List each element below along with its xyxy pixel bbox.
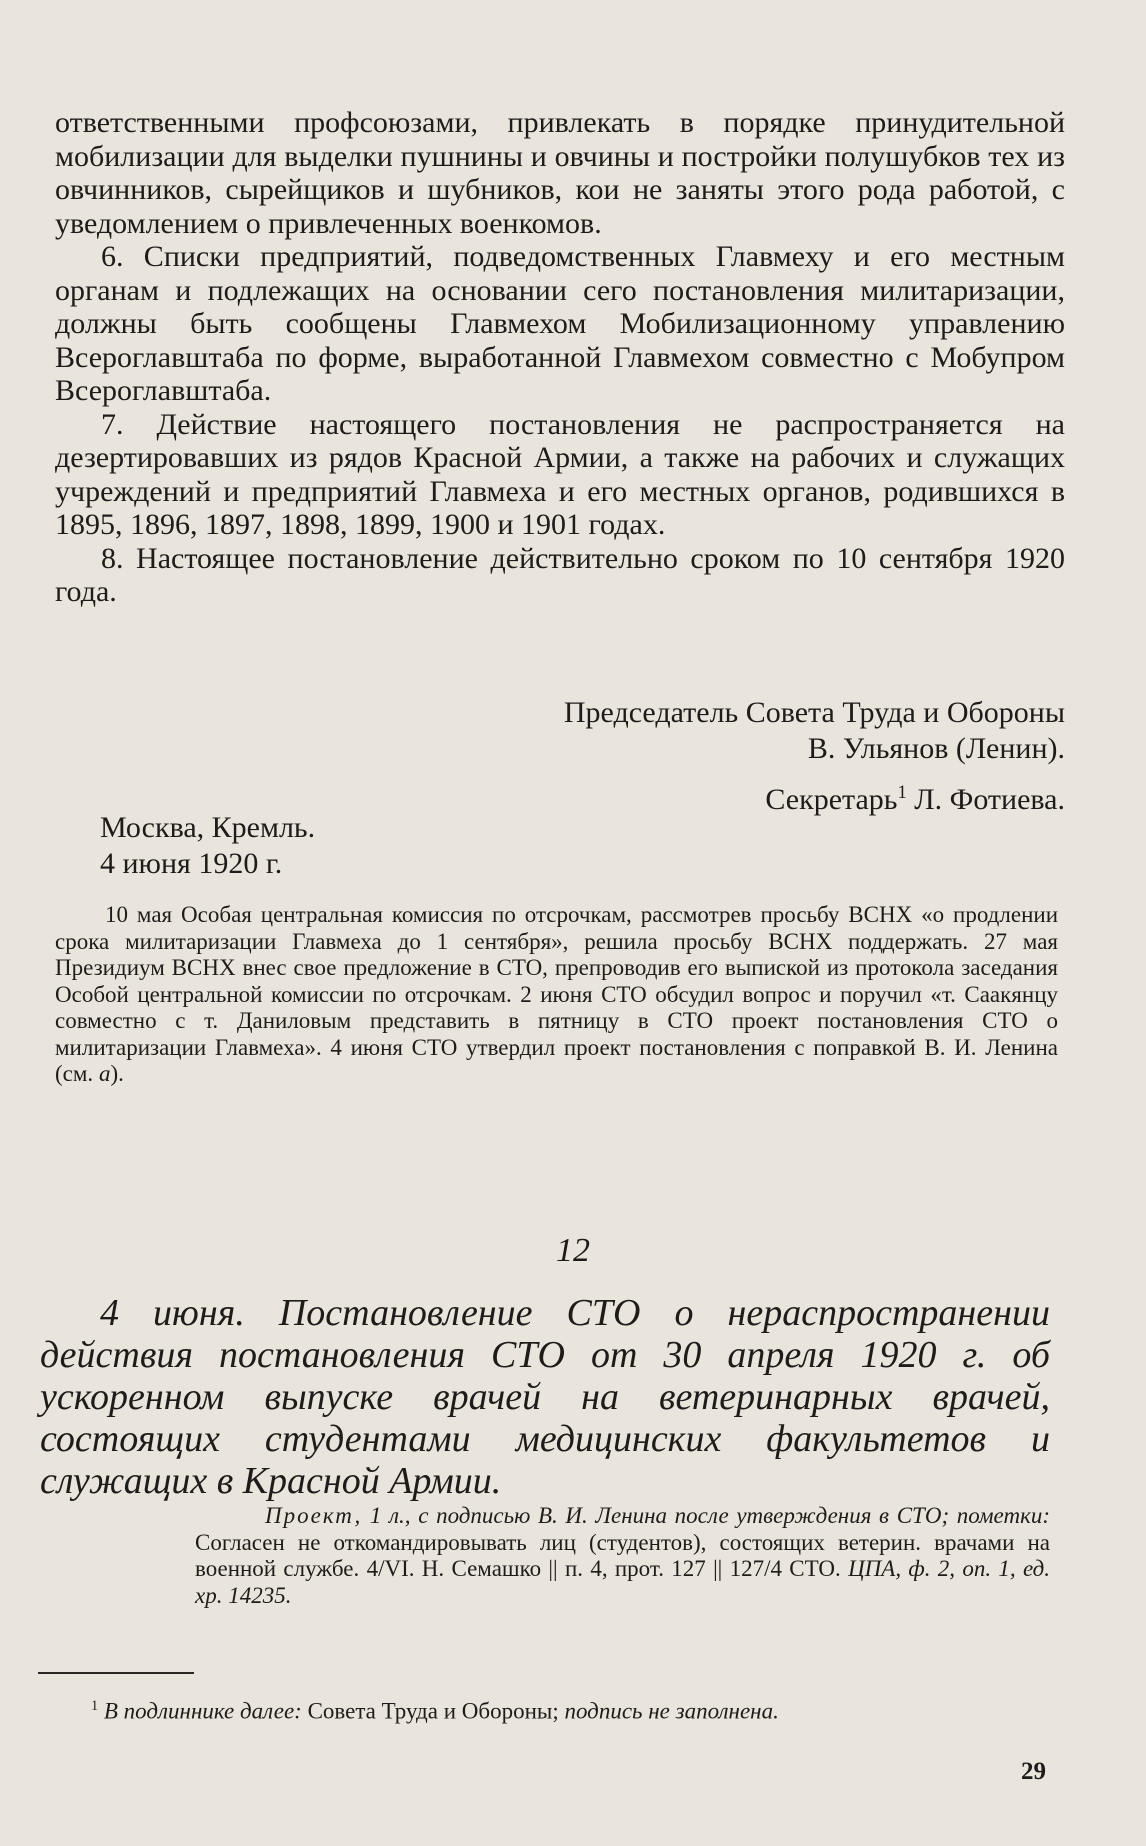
footnote-number: 1: [91, 1698, 99, 1714]
editorial-note: [55, 902, 1058, 1088]
source-archive: ЦПА, ф. 2, оп. 1, ед. хр. 14235.: [195, 1556, 1050, 1608]
place: Москва, Кремль.: [100, 811, 316, 844]
footnote-mark: 1: [897, 782, 907, 803]
page-number: 29: [1021, 1758, 1046, 1785]
secretary-name: Л. Фотиева.: [914, 783, 1065, 816]
signature-block: [80, 695, 1065, 882]
chairman-title: Председатель Совета Труда и Обороны: [563, 696, 1065, 729]
secretary-label: Секретарь: [765, 783, 898, 816]
paragraph-8: 8. Настоящее постановление действительно сроком по 10 сентября 1920 года.: [55, 541, 1065, 608]
footnote-text: Совета Труда и Обороны;: [307, 1698, 559, 1724]
paragraph-continuation: ответственными профсоюзами, привлекать в порядке принудительной мобилизации для выделки пушнины и овчины и постройки полушубков тех из овчинников, сырейщиков и шубников, кои не заняты этого рода работой, с уведомлением о привлеченных военкомов.: [55, 106, 1065, 240]
source-part1: 1 л., с подписью В. И. Ленина после утверждения в СТО; пометки:: [369, 1503, 1050, 1528]
editorial-note-text: 10 мая Особая центральная комиссия по отсрочкам, рассмотрев просьбу ВСНХ «о продлении срока милитаризации Главмеха до 1 сентября», решила просьбу ВСНХ поддержать. 27 мая Президиум ВСНХ внес свое предложение в СТО, препроводив его выпиской из протокола заседания Особой центральной комиссии по отсрочкам. 2 июня СТО обсудил вопрос и поручил «т. Саакянцу совместно с т. Даниловым представить в пятницу в СТО проект постановления СТО о милитаризации Главмеха». 4 июня СТО утвердил проект постановления с поправкой В. И. Ленина (см.: [55, 902, 1058, 1086]
editorial-note-close: ).: [110, 1061, 124, 1086]
source-note: [195, 1503, 1050, 1609]
source-part2: Согласен не откомандировывать лиц (студентов), состоящих ветерин. врачами на военной службе. 4/VI. Н. Семашко || п. 4, прот. 127 || 127/4 СТО.: [195, 1529, 1050, 1581]
body-text: [55, 106, 1065, 609]
editorial-note-ref: а: [98, 1061, 111, 1086]
footnote-lead: В подлиннике далее:: [103, 1698, 302, 1724]
date: 4 июня 1920 г.: [100, 847, 283, 880]
document-heading: [40, 1292, 1050, 1502]
paragraph-6: 6. Списки предприятий, подведомственных Главмеху и его местным органам и подлежащих на основании сего постановления милитаризации, должны быть сообщены Главмехом Мобилизационному управлению Всероглавштаба по форме, выработанной Главмехом совместно с Мобупром Всероглавштаба.: [55, 240, 1065, 407]
source-spaced: Проект,: [265, 1503, 363, 1528]
footnote-tail: подпись не заполнена.: [564, 1698, 779, 1724]
paragraph-7: 7. Действие настоящего постановления не распространяется на дезертировавших из рядов Красной Армии, а также на рабочих и служащих учреждений и предприятий Главмеха и его местных органов, родившихся в 1895, 1896, 1897, 1898, 1899, 1900 и 1901 годах.: [55, 407, 1065, 541]
heading-text: 4 июня. Постановление СТО о нераспространении действия постановления СТО от 30 апреля 1920 г. об ускоренном выпуске врачей на ветеринарных врачей, состоящих студентами медицинских факультетов и служащих в Красной Армии.: [40, 1292, 1050, 1502]
footnote: [55, 1692, 1058, 1726]
document-number: 12: [556, 1232, 590, 1269]
footnote-divider: [38, 1672, 194, 1674]
chairman-name: В. Ульянов (Ленин).: [807, 732, 1065, 765]
